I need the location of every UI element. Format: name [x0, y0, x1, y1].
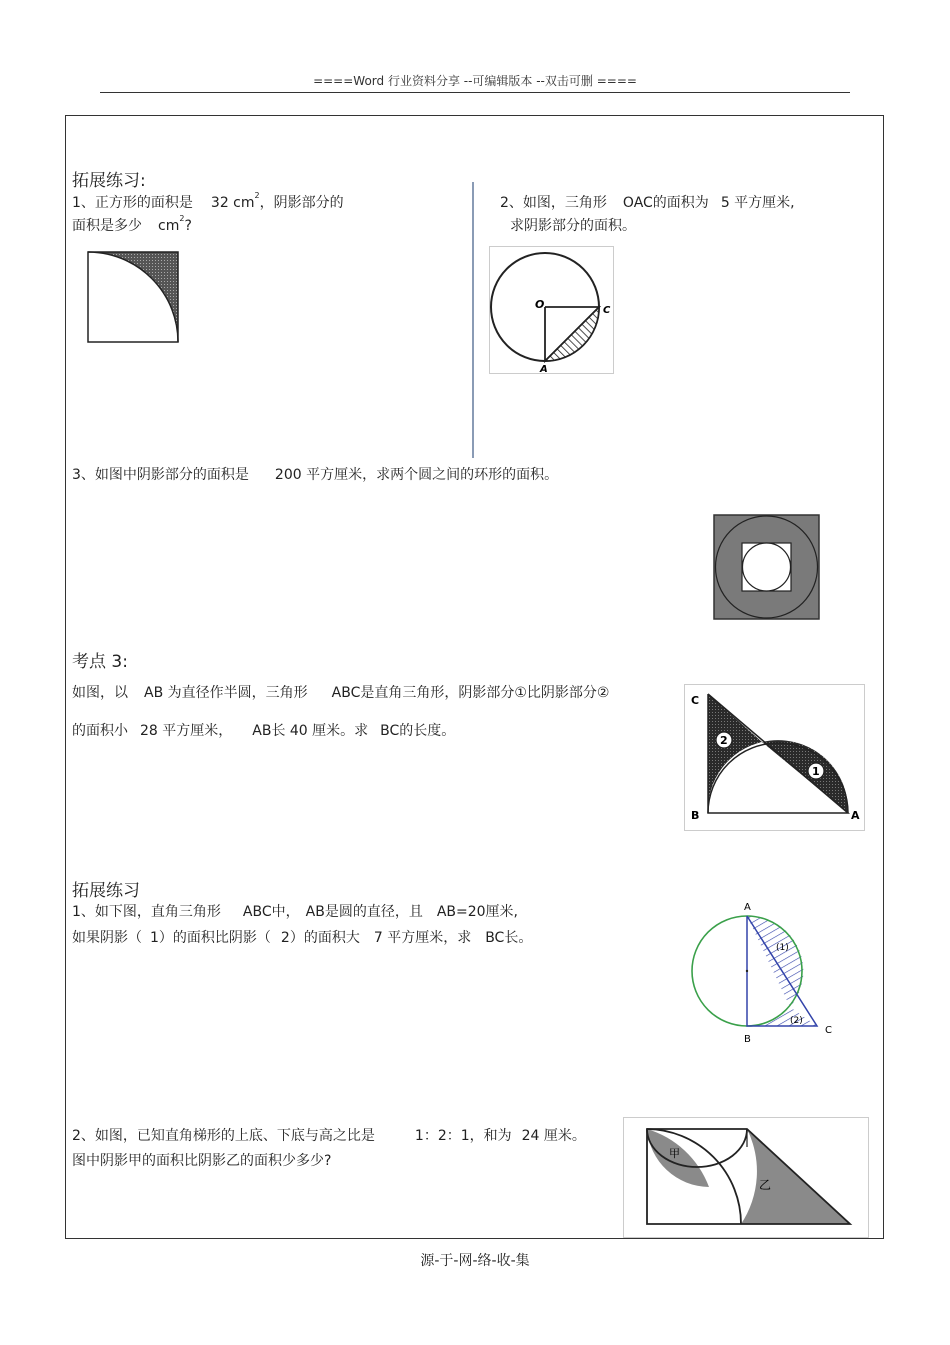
- q1-superscript: 2: [254, 191, 260, 200]
- page-header: ====Word 行业资料分享 --可编辑版本 --双击可删 ====: [313, 74, 637, 88]
- topic3-text-part: AB长 40 厘米。求: [252, 723, 369, 739]
- ext2-q1-circle-figure: [686, 898, 838, 1048]
- topic3-text-part: AB 为直径作半圆，三角形: [144, 685, 308, 701]
- q2-text-line1: [500, 195, 795, 211]
- q1-square-figure: [85, 250, 181, 345]
- ext2-q1-text-line1: [72, 904, 518, 920]
- q1-text-part: 1、正方形的面积是: [72, 195, 193, 211]
- topic3-semicircle-figure: [684, 684, 865, 831]
- topic3-text-part: ABC是直角三角形，阴影部分①比阴影部分②: [331, 685, 610, 701]
- ext2-q1-region-1-label: (1): [776, 943, 789, 953]
- q1-text-part: cm: [158, 218, 180, 234]
- q1-text-line1: [72, 191, 344, 213]
- section-heading-topic-3: 考点 3:: [72, 652, 128, 672]
- ext2-q1-center-dot: [746, 970, 748, 972]
- topic3-text-part: 28 平方厘米，: [140, 723, 233, 739]
- q3-text-part: 200 平方厘米，求两个圆之间的环形的面积。: [274, 467, 559, 483]
- topic3-label-c: C: [691, 694, 700, 707]
- q3-inner-circle: [743, 543, 791, 591]
- ext2-q2-text-part: 1：2：1，和为: [414, 1128, 512, 1144]
- q2-label-c: C: [603, 305, 611, 316]
- ext2-q2-label-yi: 乙: [759, 1178, 772, 1192]
- section-heading-extension-1: 拓展练习:: [72, 171, 146, 191]
- q2-text-part: 5 平方厘米,: [720, 195, 795, 211]
- ext2-q2-text-line2: 图中阴影甲的面积比阴影乙的面积少多少?: [72, 1153, 332, 1169]
- page-footer: 源-于-网-络-收-集: [420, 1253, 530, 1269]
- ext2-q2-text-part: 2、如图，已知直角梯形的上底、下底与高之比是: [72, 1128, 375, 1144]
- ext2-q1-text-part: 7 平方厘米，求: [373, 930, 472, 946]
- q1-text-line2: [72, 214, 192, 236]
- topic3-text-part: BC的长度。: [380, 723, 456, 739]
- topic3-region-2-number: 2: [720, 734, 728, 747]
- column-divider: [472, 182, 474, 458]
- topic3-label-b: B: [691, 809, 700, 822]
- q2-circle-figure: [489, 246, 614, 374]
- ext2-q1-text-part: 2）的面积大: [280, 930, 360, 946]
- ext2-q2-text-part: 24 厘米。: [521, 1128, 586, 1144]
- ext2-q1-label-c: C: [825, 1025, 832, 1036]
- q1-text-part: 32 cm: [210, 195, 255, 211]
- header-rule: [100, 92, 850, 93]
- topic3-label-a: A: [851, 809, 860, 822]
- ext2-q1-label-a: A: [744, 902, 751, 913]
- q1-text-part: ，阴影部分的: [259, 195, 344, 211]
- q1-text-part: 面积是多少: [72, 218, 142, 234]
- ext2-q1-text-part: 如果阴影（: [72, 930, 142, 946]
- ext2-q1-text-part: ABC中，: [242, 904, 300, 920]
- ext2-q2-label-jia: 甲: [669, 1147, 680, 1160]
- q2-text-line2: 求阴影部分的面积。: [510, 218, 636, 234]
- topic3-text-part: 如图，以: [72, 685, 128, 701]
- ext2-q1-region-2-label: (2): [790, 1016, 803, 1026]
- topic3-text-line2: [72, 723, 455, 739]
- ext2-q1-text-line2: [72, 930, 532, 946]
- ext2-q1-text-part: AB=20厘米,: [436, 904, 519, 920]
- q2-label-o: O: [535, 298, 545, 311]
- ext2-q1-label-b: B: [744, 1034, 751, 1045]
- section-heading-extension-2: 拓展练习: [72, 881, 140, 901]
- q3-text-part: 3、如图中阴影部分的面积是: [72, 467, 249, 483]
- content-frame: [65, 115, 884, 1239]
- q2-label-a: A: [540, 364, 548, 374]
- topic3-text-part: 的面积小: [72, 723, 128, 739]
- topic3-region-1-number: 1: [812, 765, 820, 778]
- q3-text: [72, 467, 558, 483]
- q1-shaded-region: [88, 252, 178, 342]
- ext2-q1-text-part: AB是圆的直径，且: [305, 904, 423, 920]
- q3-ring-figure: [713, 514, 820, 620]
- q2-text-part: 2、如图，三角形: [500, 195, 607, 211]
- q1-superscript: 2: [179, 214, 185, 223]
- topic3-text-line1: [72, 685, 609, 701]
- ext2-q2-text-line1: [72, 1128, 586, 1144]
- q1-text-part: ?: [184, 218, 192, 234]
- ext2-q2-trapezoid-figure: [623, 1117, 869, 1238]
- ext2-q1-text-part: 1、如下图，直角三角形: [72, 904, 221, 920]
- q2-text-part: OAC的面积为: [622, 195, 709, 211]
- ext2-q1-text-part: 1）的面积比阴影（: [150, 930, 271, 946]
- ext2-q1-text-part: BC长。: [485, 930, 533, 946]
